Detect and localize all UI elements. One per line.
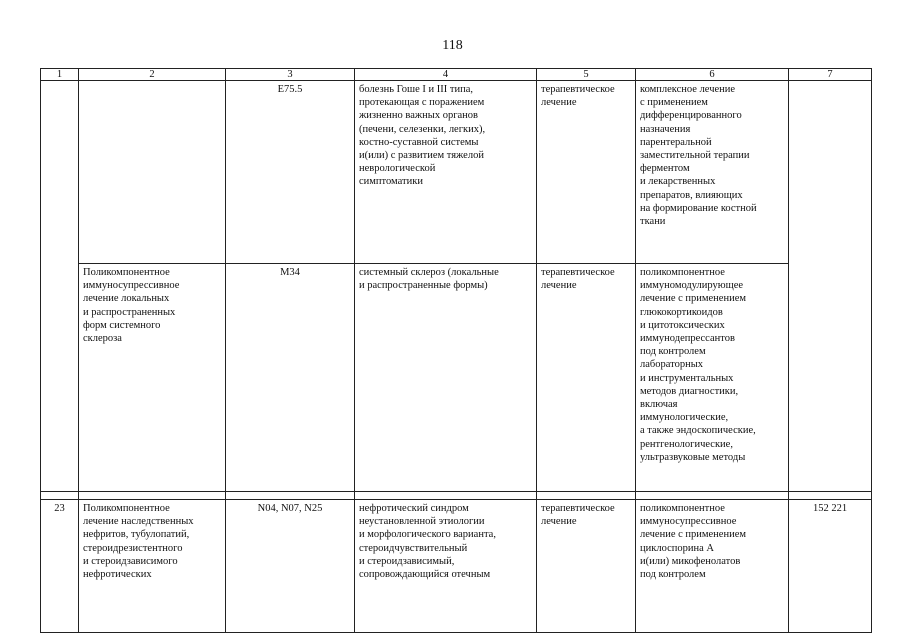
cell-text-line: и распространенные формы) [359, 280, 488, 292]
cell-text-line: дифференцированного [640, 110, 742, 122]
method-cell [636, 81, 789, 264]
cell-text-line: глюкокортикоидов [640, 306, 723, 318]
cell-text-line: терапевтическое [541, 503, 615, 514]
method-cell [636, 264, 789, 492]
cell-text-line: нефротический синдром [359, 503, 469, 514]
name-cell [79, 264, 226, 492]
cell-text-line: терапевтическое [541, 84, 615, 95]
cell-text-line: неустановленной этиологии [359, 516, 485, 528]
cell-text-line: сопровождающийся отечным [359, 569, 491, 581]
col-header-7: 7 [789, 69, 872, 81]
code-cell: M34 [226, 264, 355, 492]
cell-text-line: назначения [640, 123, 691, 135]
cell-text-line: терапевтическое [541, 267, 615, 278]
model-cell [355, 264, 537, 492]
cell-text-line: заместительной терапии [640, 150, 750, 162]
name-cell [79, 500, 226, 633]
model-cell [355, 500, 537, 633]
services-table [40, 68, 872, 633]
cell-text-line: симптоматики [359, 176, 423, 188]
cell-text-line: нефротических [83, 569, 152, 581]
page-number: 118 [442, 38, 463, 53]
cell-text-line: и(или) с развитием тяжелой [359, 150, 484, 162]
col-header-2: 2 [79, 69, 226, 81]
sum-cell: 152 221 [789, 500, 872, 633]
cell-text-line: под контролем [640, 569, 706, 581]
cell-text-line: ультразвуковые методы [640, 451, 746, 463]
cell-text-line: лечение с применением [640, 293, 747, 305]
cell-text-line: лечение с применением [640, 529, 747, 541]
cell-text-line: и стероидзависимый, [359, 555, 455, 567]
cell-text-line: поликомпонентное [640, 503, 725, 514]
treatment-type-cell [537, 500, 636, 633]
col-header-4: 4 [355, 69, 537, 81]
table-row [41, 500, 872, 633]
cell-text-line: Поликомпонентное [83, 503, 170, 514]
cell-text-line: склероза [83, 333, 122, 345]
name-cell [79, 81, 226, 264]
cell-text-line: иммуносупрессивное [640, 516, 737, 528]
cell-text-line: Поликомпонентное [83, 267, 170, 278]
cell-text-line: с применением [640, 97, 708, 109]
cell-text-line: ткани [640, 216, 666, 228]
cell-text-line: лечение [541, 280, 577, 292]
cell-text-line: на формирование костной [640, 202, 757, 214]
cell-text-line: и цитотоксических [640, 319, 725, 331]
model-cell [355, 81, 537, 264]
cell-text-line: парентеральной [640, 136, 712, 148]
cell-text-line: под контролем [640, 346, 706, 358]
cell-text-line: стероидрезистентного [83, 542, 183, 554]
cell-text-line: лечение [541, 516, 577, 528]
cell-text-line: болезнь Гоше I и III типа, [359, 84, 474, 95]
cell-text-line: препаратов, влияющих [640, 189, 743, 201]
cell-text-line: иммунологические, [640, 412, 729, 424]
cell-text-line: и лекарственных [640, 176, 716, 188]
cell-text-line: и инструментальных [640, 372, 734, 384]
row-number-cell: 23 [41, 500, 79, 633]
cell-text-line: иммуносупрессивное [83, 280, 180, 292]
col-header-5: 5 [537, 69, 636, 81]
cell-text-line: жизненно важных органов [359, 110, 478, 122]
sum-cell [789, 81, 872, 492]
code-cell: E75.5 [226, 81, 355, 264]
cell-text-line: стероидчувствительный [359, 542, 468, 554]
cell-text-line: рентгенологические, [640, 438, 733, 450]
treatment-type-cell [537, 264, 636, 492]
cell-text-line: неврологической [359, 163, 436, 175]
row-number-cell [41, 81, 79, 492]
col-header-1: 1 [41, 69, 79, 81]
cell-text-line: циклоспорина А [640, 542, 714, 554]
cell-text-line: методов диагностики, [640, 385, 739, 397]
cell-text-line: протекающая с поражением [359, 97, 485, 109]
col-header-3: 3 [226, 69, 355, 81]
cell-text-line: лечение [541, 97, 577, 109]
cell-text-line: (печени, селезенки, легких), [359, 123, 486, 135]
code-cell: N04, N07, N25 [226, 500, 355, 633]
table-row [41, 264, 872, 492]
cell-text-line: и стероидзависимого [83, 555, 178, 567]
cell-text-line: лечение локальных [83, 293, 170, 305]
cell-text-line: системный склероз (локальные [359, 267, 499, 278]
row-gap [41, 492, 872, 500]
cell-text-line: и распространенных [83, 306, 176, 318]
cell-text-line: лабораторных [640, 359, 704, 371]
col-header-6: 6 [636, 69, 789, 81]
method-cell [636, 500, 789, 633]
cell-text-line: лечение наследственных [83, 516, 194, 528]
cell-text-line: нефритов, тубулопатий, [83, 529, 190, 541]
cell-text-line: и морфологического варианта, [359, 529, 496, 541]
cell-text-line: иммуномодулирующее [640, 280, 744, 292]
column-number-header [41, 69, 872, 81]
cell-text-line: поликомпонентное [640, 267, 725, 278]
cell-text-line: и(или) микофенолатов [640, 555, 741, 567]
cell-text-line: костно-суставной системы [359, 136, 479, 148]
cell-text-line: форм системного [83, 319, 161, 331]
cell-text-line: ферментом [640, 163, 690, 175]
treatment-type-cell [537, 81, 636, 264]
cell-text-line: комплексное лечение [640, 84, 736, 95]
cell-text-line: включая [640, 399, 678, 411]
cell-text-line: иммунодепрессантов [640, 333, 735, 345]
table-row [41, 81, 872, 264]
cell-text-line: а также эндоскопические, [640, 425, 756, 437]
